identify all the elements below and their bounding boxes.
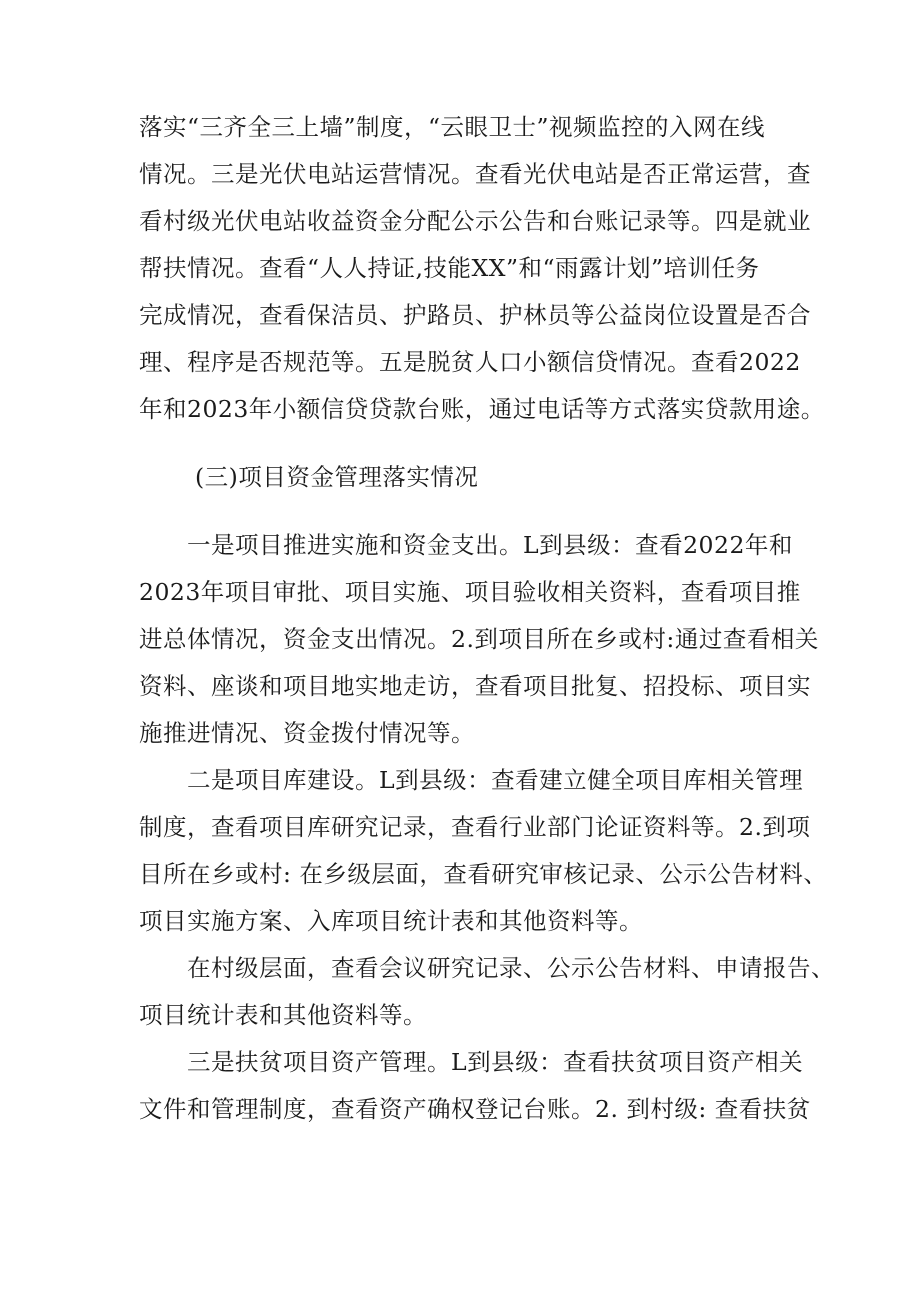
text-line: 制度，查看项目库研究记录，查看行业部门论证资料等。2.到项: [139, 813, 811, 841]
text-line: 二是项目库建设。L到县级：查看建立健全项目库相关管理: [187, 766, 804, 794]
text-line: 看村级光伏电站收益资金分配公示公告和台账记录等。四是就业: [139, 207, 811, 235]
text-line: 三是扶贫项目资产管理。L到县级：查看扶贫项目资产相关: [187, 1048, 804, 1076]
text-line: 一是项目推进实施和资金支出。L到县级：查看2022年和: [187, 531, 793, 559]
text-line: 年和2023年小额信贷贷款台账，通过电话等方式落实贷款用途。: [139, 395, 825, 423]
document-body: [139, 104, 835, 1133]
text-line: 理、程序是否规范等。五是脱贫人口小额信贷情况。查看2022: [139, 348, 801, 376]
text-line: 进总体情况，资金支出情况。2.到项目所在乡或村:通过查看相关: [139, 625, 819, 653]
text-line: 落实“三齐全三上墙”制度，“云眼卫士”视频监控的入网在线: [139, 113, 766, 141]
section-heading: (三)项目资金管理落实情况: [195, 463, 479, 491]
text-line: 目所在乡或村: 在乡级层面，查看研究审核记录、公示公告材料、: [139, 860, 828, 888]
text-line: 文件和管理制度，查看资产确权登记台账。2. 到村级: 查看扶贫: [139, 1095, 811, 1123]
text-line: 资料、座谈和项目地实地走访，查看项目批复、招投标、项目实: [139, 672, 811, 700]
text-line: 项目实施方案、入库项目统计表和其他资料等。: [139, 907, 643, 935]
text-line: 完成情况，查看保洁员、护路员、护林员等公益岗位设置是否合: [139, 301, 811, 329]
text-line: 帮扶情况。查看“人人持证,技能XX”和“雨露计划”培训任务: [139, 254, 760, 282]
text-line: 在村级层面，查看会议研究记录、公示公告材料、申请报告、: [187, 954, 835, 982]
text-line: 2023年项目审批、项目实施、项目验收相关资料，查看项目推: [139, 578, 801, 606]
text-line: 情况。三是光伏电站运营情况。查看光伏电站是否正常运营，查: [139, 160, 811, 188]
text-line: 项目统计表和其他资料等。: [139, 1001, 427, 1029]
text-line: 施推进情况、资金拨付情况等。: [139, 719, 475, 747]
